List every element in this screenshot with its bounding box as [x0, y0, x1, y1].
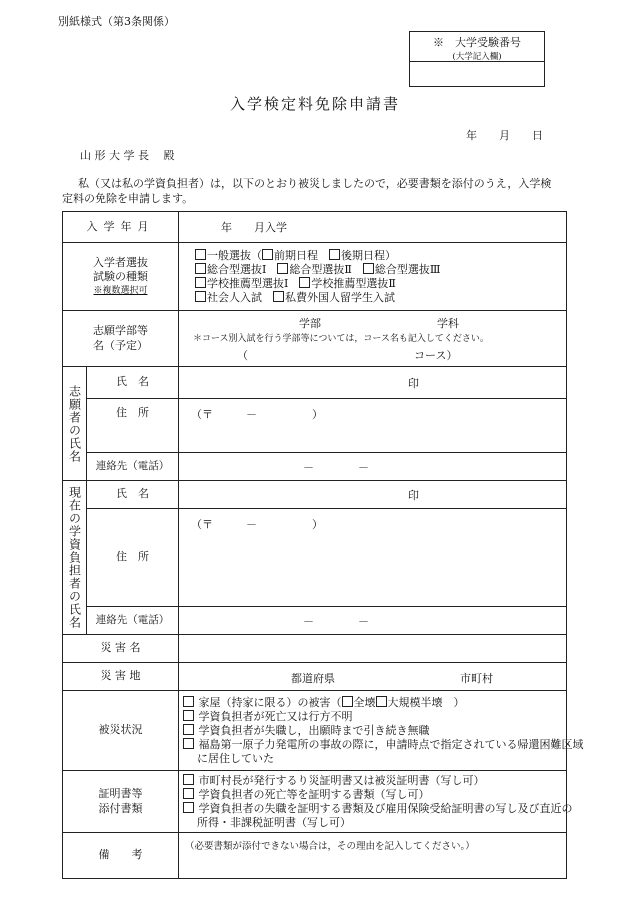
applicant-tel-field[interactable] — [179, 453, 567, 481]
disaster-place-row — [63, 663, 567, 691]
disaster-place-field[interactable] — [179, 663, 567, 691]
checkbox-recommend-2[interactable] — [299, 277, 310, 288]
faculty-row — [63, 311, 567, 367]
applicant-name-field[interactable] — [179, 367, 567, 399]
faculty-label-1: 志願学部等 — [93, 323, 148, 337]
checkbox-early[interactable] — [262, 249, 273, 260]
form-reference: 別紙様式（第3条関係） — [58, 15, 175, 28]
option-comprehensive-1: 総合型選抜Ⅰ — [207, 262, 267, 276]
payer-address-field[interactable] — [179, 509, 567, 607]
checkbox-recommend-1[interactable] — [195, 277, 206, 288]
application-table — [62, 211, 584, 879]
remarks-row — [63, 833, 567, 879]
exam-number-title: ※ 大学受験番号 — [433, 36, 521, 49]
payer-tel-label: 連絡先（電話） — [87, 607, 179, 635]
option-comprehensive-3: 総合型選抜Ⅲ — [374, 262, 441, 276]
payer-address-row — [63, 509, 567, 607]
faculty-note: ＊コース別入試を行う学部等については，コース名も記入してください。 — [193, 334, 489, 344]
payer-tel-field[interactable] — [179, 607, 567, 635]
applicant-name-label: 氏 名 — [87, 367, 179, 399]
disaster-name-field[interactable] — [179, 635, 567, 663]
doc-disaster-cert: 市町村長が発行するり災証明書又は被災証明書（写し可） — [198, 773, 485, 787]
payer-address-label: 住 所 — [87, 509, 179, 607]
faculty-label-2: 名（予定） — [93, 338, 148, 352]
remarks-field[interactable] — [179, 833, 567, 879]
checkbox-death[interactable] — [183, 710, 194, 721]
faculty-field[interactable] — [179, 311, 567, 367]
damage-death: 学資負担者が死亡又は行方不明 — [198, 709, 353, 723]
remarks-note: （必要書類が添付できない場合は，その理由を記入してください。） — [185, 841, 475, 852]
faculty-dept-suffix: 学部 — [299, 317, 321, 330]
applicant-tel-label: 連絡先（電話） — [87, 453, 179, 481]
document-title: 入学検定料免除申請書 — [229, 95, 400, 113]
payer-name-row — [63, 481, 567, 509]
checkbox-unemployment-cert[interactable] — [183, 802, 194, 813]
checkbox-international[interactable] — [273, 291, 284, 302]
exam-number-field[interactable] — [410, 62, 544, 88]
addressee: 山 形 大 学 長 殿 — [80, 149, 175, 162]
entrance-label: 入学年月 — [63, 212, 179, 243]
damage-label: 被災状況 — [63, 691, 179, 771]
option-international: 私費外国人留学生入試 — [285, 290, 395, 304]
checkbox-total-loss[interactable] — [342, 696, 353, 707]
payer-name-field[interactable] — [179, 481, 567, 509]
payer-tel-row — [63, 607, 567, 635]
disaster-place-label: 災 害 地 — [63, 663, 179, 691]
payer-postal: （〒 － ） — [191, 518, 323, 531]
date-line[interactable]: 年 月 日 — [466, 129, 543, 142]
damage-fukushima: 福島第一原子力発電所の事故の際に，申請時点で指定されている帰還困難区域 — [198, 737, 584, 751]
course-paren-close: コース） — [414, 349, 458, 362]
applicant-group-label: 志願者の氏名 — [67, 384, 82, 463]
entrance-row — [63, 212, 567, 243]
option-early: 前期日程 — [274, 248, 318, 262]
city-suffix: 市町村 — [460, 672, 493, 685]
applicant-seal: 印 — [408, 376, 419, 390]
course-paren-open: （ — [237, 349, 248, 362]
applicant-postal: （〒 － ） — [191, 408, 323, 421]
applicant-tel-row — [63, 453, 567, 481]
option-comprehensive-2: 総合型選抜Ⅱ — [289, 262, 352, 276]
entrance-value[interactable]: 年 月入学 — [179, 212, 567, 243]
faculty-course-suffix: 学科 — [437, 317, 459, 330]
documents-label-2: 添付書類 — [98, 801, 143, 815]
disaster-name-row — [63, 635, 567, 663]
option-recommend-1: 学校推薦型選抜Ⅰ — [207, 276, 289, 290]
option-adult: 社会人入試 — [207, 290, 262, 304]
selection-note: ※複数選択可 — [93, 286, 148, 297]
intro-text: 私（又は私の学資負担者）は，以下のとおり被災しましたので，必要書類を添付のうえ，入学検定料の免除を申請します。 — [62, 177, 552, 205]
checkbox-adult[interactable] — [195, 291, 206, 302]
checkbox-fukushima[interactable] — [183, 738, 194, 749]
checkbox-large-scale[interactable] — [376, 696, 387, 707]
applicant-name-row — [63, 367, 567, 399]
checkbox-disaster-cert[interactable] — [183, 774, 194, 785]
damage-fukushima-cont: に居住していた — [197, 751, 274, 765]
applicant-tel: － － — [303, 460, 369, 474]
disaster-name-label: 災 害 名 — [63, 635, 179, 663]
checkbox-unemployed[interactable] — [183, 724, 194, 735]
checkbox-death-cert[interactable] — [183, 788, 194, 799]
damage-large-scale: 大規模半壊 ） — [387, 695, 465, 709]
damage-total-loss: 全壊 — [353, 695, 376, 709]
payer-tel: － － — [303, 614, 369, 628]
damage-row — [63, 691, 567, 771]
remarks-label: 備 考 — [63, 833, 179, 879]
checkbox-late[interactable] — [329, 249, 340, 260]
checkbox-general[interactable] — [195, 249, 206, 260]
payer-name-label: 氏 名 — [87, 481, 179, 509]
applicant-address-field[interactable] — [179, 399, 567, 453]
damage-unemployed: 学資負担者が失職し，出願時まで引き続き無職 — [198, 723, 430, 737]
selection-label-1: 入学者選抜 — [93, 255, 148, 269]
doc-unemployment-cert: 学資負担者の失職を証明する書類及び雇用保険受給証明書の写し及び直近の — [198, 801, 573, 815]
applicant-address-label: 住 所 — [87, 399, 179, 453]
selection-label-2: 試験の種類 — [93, 270, 148, 284]
exam-number-note: (大学記入欄) — [452, 52, 502, 62]
doc-death-cert: 学資負担者の死亡等を証明する書類（写し可） — [198, 787, 430, 801]
checkbox-comprehensive-2[interactable] — [277, 263, 288, 274]
prefecture-suffix: 都道府県 — [291, 672, 335, 685]
doc-unemployment-cert-cont: 所得・非課税証明書（写し可） — [197, 815, 351, 829]
applicant-address-row — [63, 399, 567, 453]
checkbox-comprehensive-3[interactable] — [363, 263, 374, 274]
documents-label-1: 証明書等 — [98, 786, 143, 800]
exam-number-box — [409, 31, 545, 87]
documents-row — [63, 771, 567, 833]
checkbox-comprehensive-1[interactable] — [195, 263, 206, 274]
checkbox-house-damage[interactable] — [183, 696, 194, 707]
option-late: 後期日程） — [341, 248, 396, 262]
option-recommend-2: 学校推薦型選抜Ⅱ — [311, 276, 396, 290]
payer-group-label: 現在の学資負担者の氏名 — [67, 486, 82, 629]
payer-seal: 印 — [408, 488, 419, 502]
selection-row — [63, 243, 567, 311]
option-general: 一般選抜（ — [207, 248, 262, 262]
damage-house: 家屋（持家に限る）の被害（ — [198, 695, 342, 709]
